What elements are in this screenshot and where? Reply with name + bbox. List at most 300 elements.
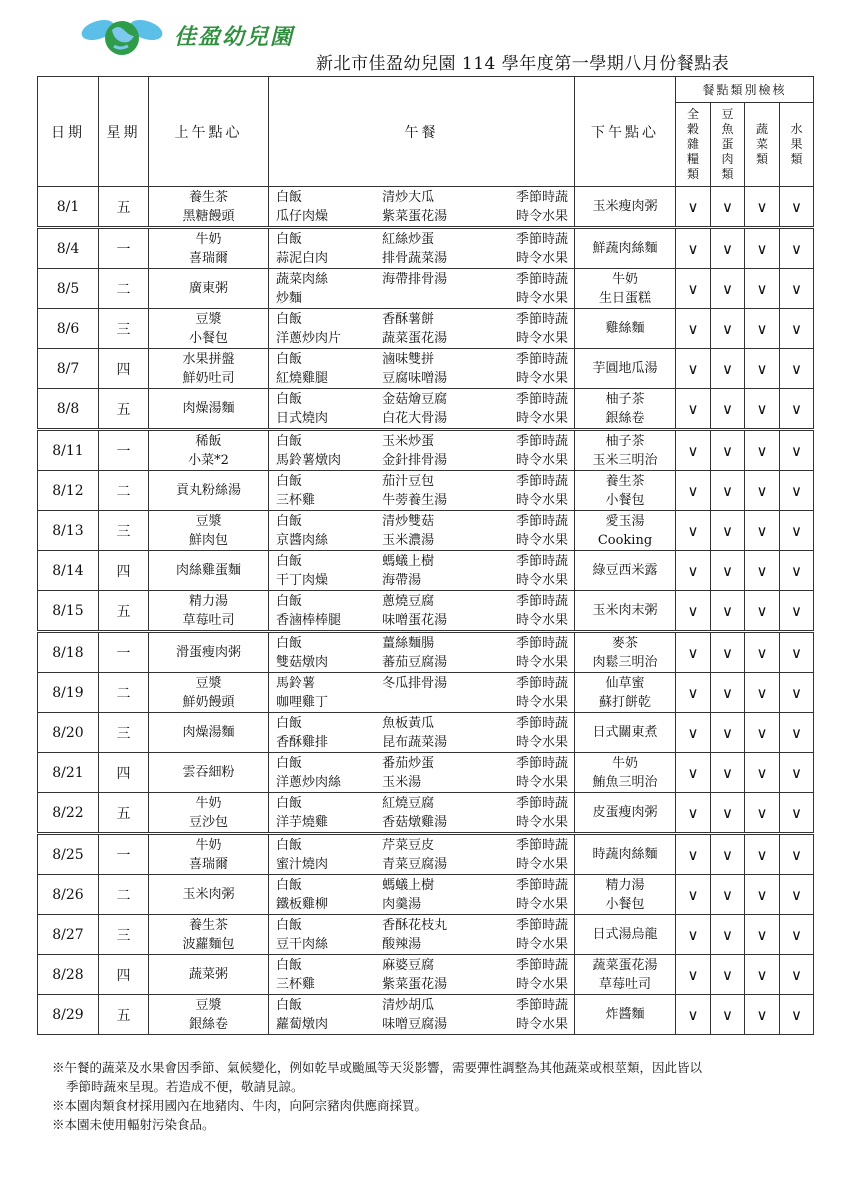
menu-line: 時令水果: [515, 330, 568, 346]
menu-line: 馬鈴薯: [276, 675, 316, 691]
menu-line: 玉米肉粥: [182, 887, 235, 902]
check-mark: ∨: [780, 551, 814, 591]
menu-line: 時令水果: [515, 734, 568, 750]
menu-line: 季節時蔬: [515, 795, 568, 811]
afternoon-snack-cell: [575, 187, 676, 228]
weekday-cell: 四: [99, 349, 149, 389]
lunch-column: [276, 754, 382, 792]
check-mark: ∨: [745, 713, 780, 753]
check-mark: ∨: [745, 875, 780, 915]
header-check-grains: 全穀雜糧類: [676, 103, 711, 187]
check-mark: ∨: [780, 793, 814, 834]
menu-line: 季節時蔬: [515, 311, 568, 327]
check-mark: ∨: [745, 228, 780, 269]
lunch-column: [382, 996, 516, 1034]
morning-snack-cell: [149, 349, 269, 389]
afternoon-snack-cell: [575, 713, 676, 753]
check-mark: ∨: [780, 591, 814, 632]
lunch-column: [276, 350, 382, 388]
menu-line: 時令水果: [515, 814, 568, 830]
lunch-column: [516, 512, 568, 550]
lunch-column: [382, 754, 516, 792]
check-mark: ∨: [711, 187, 745, 228]
afternoon-snack-cell: [575, 269, 676, 309]
menu-line: 香酥雞排: [276, 734, 329, 750]
menu-line: 海帶排骨湯: [382, 271, 448, 287]
menu-line: 鮮蔬肉絲麵: [592, 241, 658, 256]
menu-line: 玉米濃湯: [382, 532, 435, 548]
table-row: [38, 995, 814, 1035]
check-mark: ∨: [745, 187, 780, 228]
date-cell: 8/12: [38, 471, 99, 511]
menu-line: 滷味雙拼: [382, 351, 435, 367]
menu-line: 蔬菜粥: [188, 967, 228, 982]
afternoon-snack-cell: [575, 915, 676, 955]
check-mark: ∨: [780, 632, 814, 673]
menu-line: 季節時蔬: [515, 189, 568, 205]
lunch-column: [516, 996, 568, 1034]
check-mark: ∨: [676, 875, 711, 915]
menu-line: 時令水果: [515, 936, 568, 952]
menu-line: 牛奶: [195, 837, 222, 853]
menu-line: 日式燒肉: [276, 410, 329, 426]
menu-line: 三杯雞: [276, 492, 316, 508]
note-line: ※本園未使用輻射污染食品。: [52, 1117, 215, 1132]
check-mark: ∨: [711, 955, 745, 995]
menu-line: 季節時蔬: [515, 917, 568, 933]
menu-line: 柚子茶: [605, 391, 645, 407]
menu-line: 季節時蔬: [515, 271, 568, 287]
check-mark: ∨: [676, 349, 711, 389]
menu-line: 時令水果: [515, 572, 568, 588]
menu-line: 螞蟻上樹: [382, 553, 435, 569]
lunch-cell: [269, 187, 575, 228]
check-mark: ∨: [676, 673, 711, 713]
header-lunch: 午餐: [269, 77, 575, 187]
header-morning-snack: 上午點心: [149, 77, 269, 187]
menu-line: 清炒雙菇: [382, 513, 435, 529]
check-mark: ∨: [711, 309, 745, 349]
weekday-cell: 一: [99, 430, 149, 471]
table-row: [38, 471, 814, 511]
lunch-column: [382, 230, 516, 268]
table-row: [38, 551, 814, 591]
lunch-cell: [269, 713, 575, 753]
table-row: [38, 430, 814, 471]
menu-line: 白飯: [276, 593, 303, 609]
check-mark: ∨: [676, 834, 711, 875]
weekday-cell: 二: [99, 875, 149, 915]
menu-line: 肉鬆三明治: [592, 654, 658, 670]
lunch-column: [276, 552, 382, 590]
weekday-cell: 一: [99, 632, 149, 673]
menu-line: 酸辣湯: [382, 936, 422, 952]
date-cell: 8/7: [38, 349, 99, 389]
lunch-cell: [269, 632, 575, 673]
menu-line: 瓜仔肉燥: [276, 208, 329, 224]
check-mark: ∨: [711, 471, 745, 511]
lunch-cell: [269, 995, 575, 1035]
date-cell: 8/19: [38, 673, 99, 713]
menu-line: 馬鈴薯燉肉: [276, 452, 342, 468]
check-mark: ∨: [780, 753, 814, 793]
morning-snack-cell: [149, 955, 269, 995]
check-mark: ∨: [676, 955, 711, 995]
lunch-column: [276, 674, 382, 712]
menu-line: 季節時蔬: [515, 675, 568, 691]
menu-line: 時令水果: [515, 208, 568, 224]
menu-line: 小餐包: [605, 492, 645, 508]
logo-text: 佳盈幼兒園: [174, 25, 295, 50]
menu-line: 肉燥湯麵: [182, 401, 235, 416]
weekday-cell: 四: [99, 955, 149, 995]
check-mark: ∨: [711, 551, 745, 591]
menu-line: 時令水果: [515, 290, 568, 306]
lunch-column: [516, 230, 568, 268]
check-mark: ∨: [711, 995, 745, 1035]
menu-line: 蔥燒豆腐: [382, 593, 435, 609]
weekday-cell: 三: [99, 915, 149, 955]
lunch-cell: [269, 591, 575, 632]
menu-line: 鮪魚三明治: [592, 774, 658, 790]
weekday-cell: 五: [99, 389, 149, 430]
menu-line: 養生茶: [188, 917, 228, 933]
table-row: [38, 915, 814, 955]
table-row: [38, 309, 814, 349]
date-cell: 8/29: [38, 995, 99, 1035]
menu-line: 季節時蔬: [515, 433, 568, 449]
check-mark: ∨: [711, 915, 745, 955]
menu-line: 季節時蔬: [515, 635, 568, 651]
menu-line: 紅燒雞腿: [276, 370, 329, 386]
menu-line: 玉米瘦肉粥: [592, 199, 658, 214]
check-mark: ∨: [676, 995, 711, 1035]
weekday-cell: 一: [99, 228, 149, 269]
lunch-column: [382, 714, 516, 752]
menu-line: 京醬肉絲: [276, 532, 329, 548]
menu-line: 白飯: [276, 433, 303, 449]
menu-line: 螞蟻上樹: [382, 877, 435, 893]
check-mark: ∨: [745, 915, 780, 955]
lunch-column: [276, 230, 382, 268]
table-row: [38, 793, 814, 834]
date-cell: 8/26: [38, 875, 99, 915]
weekday-cell: 四: [99, 551, 149, 591]
menu-line: 白飯: [276, 231, 303, 247]
menu-line: 季節時蔬: [515, 997, 568, 1013]
lunch-cell: [269, 349, 575, 389]
menu-line: 時令水果: [515, 452, 568, 468]
lunch-column: [276, 512, 382, 550]
menu-line: 肉燥湯麵: [182, 725, 235, 740]
menu-line: 咖哩雞丁: [276, 694, 329, 710]
menu-line: 麻婆豆腐: [382, 957, 435, 973]
menu-line: Cooking: [597, 532, 653, 548]
morning-snack-cell: [149, 753, 269, 793]
menu-line: 雙菇燉肉: [276, 654, 329, 670]
note-line: ※午餐的蔬菜及水果會因季節、氣候變化，例如乾旱或颱風等天災影響，需要彈性調整為其他蔬菜或根莖類，因此皆以: [52, 1060, 703, 1075]
lunch-column: [382, 836, 516, 874]
menu-line: 綠豆西米露: [592, 563, 658, 578]
check-mark: ∨: [780, 995, 814, 1035]
check-mark: ∨: [745, 269, 780, 309]
lunch-cell: [269, 793, 575, 834]
lunch-column: [382, 916, 516, 954]
table-row: [38, 389, 814, 430]
table-row: [38, 187, 814, 228]
menu-line: 蘿蔔燉肉: [276, 1016, 329, 1032]
menu-line: 白飯: [276, 877, 303, 893]
menu-line: 香酥花枝丸: [382, 917, 448, 933]
morning-snack-cell: [149, 632, 269, 673]
check-mark: ∨: [676, 430, 711, 471]
lunch-column: [382, 472, 516, 510]
date-cell: 8/20: [38, 713, 99, 753]
lunch-column: [276, 634, 382, 672]
date-cell: 8/14: [38, 551, 99, 591]
afternoon-snack-cell: [575, 471, 676, 511]
lunch-column: [516, 956, 568, 994]
lunch-cell: [269, 471, 575, 511]
check-mark: ∨: [780, 915, 814, 955]
check-mark: ∨: [676, 713, 711, 753]
table-row: [38, 228, 814, 269]
menu-line: 鮮奶吐司: [182, 370, 235, 386]
weekday-cell: 二: [99, 471, 149, 511]
weekday-cell: 五: [99, 591, 149, 632]
afternoon-snack-cell: [575, 753, 676, 793]
menu-line: 季節時蔬: [515, 593, 568, 609]
menu-line: 清炒大瓜: [382, 189, 435, 205]
header-check-fruit: 水果類: [780, 103, 814, 187]
menu-line: 玉米三明治: [592, 452, 658, 468]
header-check-group: 餐點類別檢核: [676, 77, 814, 103]
menu-line: 牛奶: [611, 755, 638, 771]
weekday-cell: 二: [99, 269, 149, 309]
lunch-column: [516, 350, 568, 388]
menu-line: 白飯: [276, 513, 303, 529]
lunch-cell: [269, 915, 575, 955]
morning-snack-cell: [149, 915, 269, 955]
weekday-cell: 五: [99, 793, 149, 834]
menu-line: 雞絲麵: [605, 321, 645, 336]
menu-line: 日式關東煮: [592, 725, 658, 740]
menu-line: 養生茶: [188, 189, 228, 205]
morning-snack-cell: [149, 430, 269, 471]
weekday-cell: 三: [99, 713, 149, 753]
check-mark: ∨: [745, 834, 780, 875]
menu-line: 蘇打餅乾: [598, 694, 651, 710]
menu-line: 干丁肉燥: [276, 572, 329, 588]
check-mark: ∨: [745, 753, 780, 793]
menu-line: 三杯雞: [276, 976, 316, 992]
check-mark: ∨: [780, 673, 814, 713]
menu-line: 豆漿: [195, 675, 222, 691]
menu-line: 蜜汁燒肉: [276, 856, 329, 872]
menu-line: 白飯: [276, 189, 303, 205]
lunch-column: [516, 472, 568, 510]
menu-line: 季節時蔬: [515, 351, 568, 367]
table-row: [38, 591, 814, 632]
menu-line: 季節時蔬: [515, 957, 568, 973]
lunch-cell: [269, 511, 575, 551]
weekday-cell: 五: [99, 187, 149, 228]
lunch-column: [516, 188, 568, 226]
menu-line: 季節時蔬: [515, 473, 568, 489]
table-row: [38, 632, 814, 673]
lunch-column: [516, 754, 568, 792]
lunch-column: [516, 390, 568, 428]
page-title: 新北市佳盈幼兒園 114 學年度第一學期八月份餐點表: [316, 54, 730, 74]
afternoon-snack-cell: [575, 632, 676, 673]
check-mark: ∨: [745, 309, 780, 349]
menu-line: 豆沙包: [188, 814, 228, 830]
menu-line: 白飯: [276, 917, 303, 933]
menu-line: 香酥薯餅: [382, 311, 435, 327]
check-mark: ∨: [676, 269, 711, 309]
menu-line: 青菜豆腐湯: [382, 856, 448, 872]
header-check-protein: 豆魚蛋肉類: [711, 103, 745, 187]
school-logo: [78, 12, 308, 58]
lunch-cell: [269, 955, 575, 995]
lunch-column: [382, 188, 516, 226]
check-mark: ∨: [780, 834, 814, 875]
menu-line: 牛蒡養生湯: [382, 492, 448, 508]
menu-line: 時令水果: [515, 532, 568, 548]
menu-line: 白飯: [276, 311, 303, 327]
menu-line: 皮蛋瘦肉粥: [592, 805, 658, 820]
menu-line: 豆漿: [195, 311, 222, 327]
menu-line: 小菜*2: [188, 452, 229, 468]
check-mark: ∨: [676, 471, 711, 511]
lunch-cell: [269, 834, 575, 875]
header-afternoon-snack: 下午點心: [575, 77, 676, 187]
lunch-column: [382, 956, 516, 994]
menu-line: 草莓吐司: [182, 612, 235, 628]
menu-line: 白飯: [276, 957, 303, 973]
menu-line: 豆漿: [195, 513, 222, 529]
menu-line: 時令水果: [515, 250, 568, 266]
lunch-column: [276, 188, 382, 226]
check-mark: ∨: [711, 430, 745, 471]
lunch-column: [382, 876, 516, 914]
afternoon-snack-cell: [575, 834, 676, 875]
check-mark: ∨: [711, 228, 745, 269]
afternoon-snack-cell: [575, 349, 676, 389]
check-mark: ∨: [711, 389, 745, 430]
morning-snack-cell: [149, 269, 269, 309]
menu-line: 芋圓地瓜湯: [592, 361, 658, 376]
menu-line: 時令水果: [515, 1016, 568, 1032]
menu-line: 時令水果: [515, 654, 568, 670]
menu-line: 波蘿麵包: [182, 936, 235, 952]
check-mark: ∨: [676, 591, 711, 632]
menu-line: 時令水果: [515, 896, 568, 912]
lunch-column: [276, 592, 382, 630]
check-mark: ∨: [745, 673, 780, 713]
morning-snack-cell: [149, 187, 269, 228]
check-mark: ∨: [745, 551, 780, 591]
check-mark: ∨: [711, 632, 745, 673]
menu-line: 洋蔥炒肉絲: [276, 774, 342, 790]
lunch-column: [276, 310, 382, 348]
menu-line: 草莓吐司: [598, 976, 651, 992]
menu-line: 牛奶: [195, 231, 222, 247]
menu-line: 鮮奶饅頭: [182, 694, 235, 710]
lunch-column: [276, 794, 382, 832]
menu-line: 香菇燉雞湯: [382, 814, 448, 830]
date-cell: 8/27: [38, 915, 99, 955]
morning-snack-cell: [149, 834, 269, 875]
table-row: [38, 349, 814, 389]
menu-line: 時令水果: [515, 774, 568, 790]
menu-line: 季節時蔬: [515, 231, 568, 247]
lunch-column: [382, 674, 516, 712]
check-mark: ∨: [780, 713, 814, 753]
check-mark: ∨: [780, 511, 814, 551]
menu-line: 時令水果: [515, 612, 568, 628]
date-cell: 8/8: [38, 389, 99, 430]
menu-line: 番茄炒蛋: [382, 755, 435, 771]
menu-line: 紅絲炒蛋: [382, 231, 435, 247]
morning-snack-cell: [149, 389, 269, 430]
menu-line: 愛玉湯: [605, 513, 645, 529]
menu-line: 季節時蔬: [515, 837, 568, 853]
lunch-column: [276, 876, 382, 914]
lunch-cell: [269, 875, 575, 915]
menu-line: 精力湯: [605, 877, 645, 893]
lunch-cell: [269, 753, 575, 793]
lunch-column: [276, 390, 382, 428]
menu-line: 季節時蔬: [515, 513, 568, 529]
check-mark: ∨: [676, 309, 711, 349]
table-row: [38, 753, 814, 793]
menu-line: 豆腐味噌湯: [382, 370, 448, 386]
menu-line: 玉米肉末粥: [592, 603, 658, 618]
menu-line: 水果拼盤: [182, 351, 235, 367]
check-mark: ∨: [745, 793, 780, 834]
lunch-column: [516, 432, 568, 470]
afternoon-snack-cell: [575, 551, 676, 591]
table-row: [38, 955, 814, 995]
menu-line: 金菇燴豆腐: [382, 391, 448, 407]
lunch-column: [382, 794, 516, 832]
menu-line: 白飯: [276, 997, 303, 1013]
header-weekday: 星期: [99, 77, 149, 187]
menu-line: 銀絲卷: [188, 1016, 228, 1032]
table-row: [38, 713, 814, 753]
date-cell: 8/5: [38, 269, 99, 309]
date-cell: 8/11: [38, 430, 99, 471]
check-mark: ∨: [745, 349, 780, 389]
menu-line: 喜瑞爾: [188, 250, 228, 266]
menu-line: 時令水果: [515, 410, 568, 426]
check-mark: ∨: [745, 632, 780, 673]
check-mark: ∨: [780, 228, 814, 269]
weekday-cell: 一: [99, 834, 149, 875]
header-date: 日期: [38, 77, 99, 187]
menu-line: 炸醬麵: [605, 1007, 645, 1022]
lunch-cell: [269, 430, 575, 471]
check-mark: ∨: [676, 389, 711, 430]
lunch-column: [276, 714, 382, 752]
menu-line: 玉米炒蛋: [382, 433, 435, 449]
menu-line: 銀絲卷: [605, 410, 645, 426]
table-row: [38, 673, 814, 713]
menu-line: 貢丸粉絲湯: [175, 483, 241, 498]
check-mark: ∨: [780, 309, 814, 349]
lunch-column: [382, 310, 516, 348]
